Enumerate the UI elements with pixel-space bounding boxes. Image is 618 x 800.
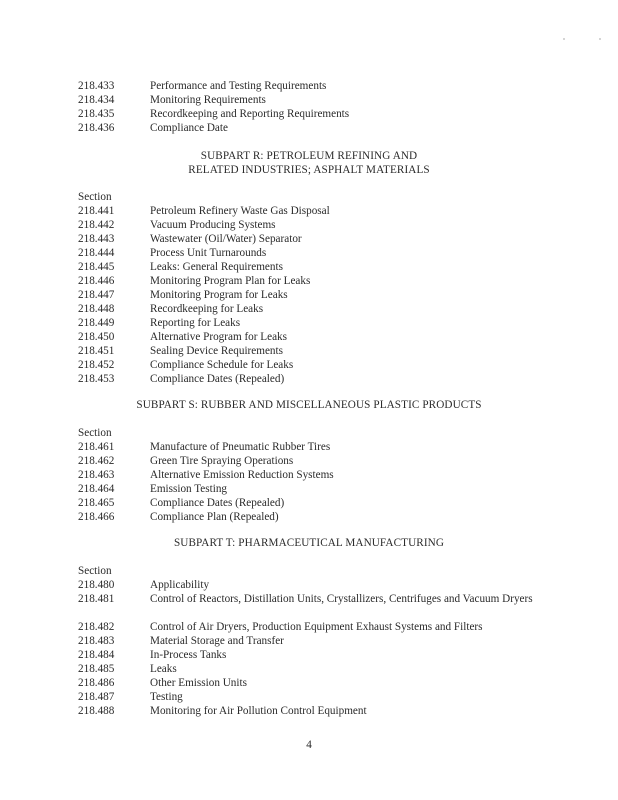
section-number: 218.465 bbox=[78, 497, 115, 509]
toc-entry bbox=[78, 620, 578, 634]
section-number: 218.485 bbox=[78, 663, 115, 675]
section-title: Performance and Testing Requirements bbox=[150, 80, 327, 92]
toc-entry bbox=[78, 274, 578, 288]
section-number: 218.444 bbox=[78, 247, 115, 259]
section-title: Green Tire Spraying Operations bbox=[150, 455, 294, 467]
page-number: 4 bbox=[306, 739, 312, 751]
toc-entry bbox=[78, 316, 578, 330]
toc-entry bbox=[78, 218, 578, 232]
section-title: Compliance Date bbox=[150, 122, 228, 134]
section-number: 218.466 bbox=[78, 511, 115, 523]
toc-entry bbox=[78, 372, 578, 386]
toc-entry bbox=[78, 592, 578, 620]
section-title: Manufacture of Pneumatic Rubber Tires bbox=[150, 441, 331, 453]
section-title: Vacuum Producing Systems bbox=[150, 219, 276, 231]
section-title: In-Process Tanks bbox=[150, 649, 227, 661]
subpart-r-heading-line1: SUBPART R: PETROLEUM REFINING AND bbox=[200, 150, 418, 162]
toc-entry bbox=[78, 330, 578, 344]
toc-entry bbox=[78, 468, 578, 482]
toc-entry bbox=[78, 578, 578, 592]
section-number: 218.441 bbox=[78, 205, 115, 217]
section-title: Compliance Dates (Repealed) bbox=[150, 497, 285, 509]
section-label: Section bbox=[78, 427, 112, 439]
section-title: Applicability bbox=[150, 579, 210, 591]
section-number: 218.434 bbox=[78, 94, 115, 106]
toc-entry bbox=[78, 344, 578, 358]
section-number: 218.486 bbox=[78, 677, 115, 689]
section-number: 218.482 bbox=[78, 621, 115, 633]
section-number: 218.452 bbox=[78, 359, 115, 371]
section-number: 218.442 bbox=[78, 219, 115, 231]
section-title: Reporting for Leaks bbox=[150, 317, 241, 329]
section-title: Sealing Device Requirements bbox=[150, 345, 283, 357]
section-number: 218.464 bbox=[78, 483, 115, 495]
section-number: 218.445 bbox=[78, 261, 115, 273]
section-title: Process Unit Turnarounds bbox=[150, 247, 267, 259]
section-label: Section bbox=[78, 565, 112, 577]
section-title: Monitoring Program for Leaks bbox=[150, 289, 288, 301]
section-number: 218.483 bbox=[78, 635, 115, 647]
section-title: Wastewater (Oil/Water) Separator bbox=[150, 233, 302, 245]
section-title: Leaks bbox=[150, 663, 177, 675]
section-title: Other Emission Units bbox=[150, 677, 247, 689]
section-title: Material Storage and Transfer bbox=[150, 635, 284, 647]
toc-entry bbox=[78, 496, 578, 510]
toc-entry bbox=[78, 107, 578, 121]
section-title: Control of Reactors, Distillation Units, Crystallizers, Centrifuges and Vacuum Dryers bbox=[150, 593, 533, 605]
section-title: Compliance Plan (Repealed) bbox=[150, 511, 279, 523]
subpart-r-heading-line2: RELATED INDUSTRIES; ASPHALT MATERIALS bbox=[188, 164, 430, 176]
section-number: 218.461 bbox=[78, 441, 115, 453]
toc-entry bbox=[78, 676, 578, 690]
subpart-t-heading: SUBPART T: PHARMACEUTICAL MANUFACTURING bbox=[173, 537, 445, 549]
toc-entry bbox=[78, 204, 578, 218]
section-title: Alternative Program for Leaks bbox=[150, 331, 287, 343]
toc-entry bbox=[78, 454, 578, 468]
toc-entry bbox=[78, 358, 578, 372]
section-number: 218.484 bbox=[78, 649, 115, 661]
section-number: 218.488 bbox=[78, 705, 115, 717]
section-number: 218.450 bbox=[78, 331, 115, 343]
section-number: 218.453 bbox=[78, 373, 115, 385]
toc-entry bbox=[78, 79, 578, 93]
toc-entry bbox=[78, 662, 578, 676]
section-title: Petroleum Refinery Waste Gas Disposal bbox=[150, 205, 330, 217]
toc-entry bbox=[78, 232, 578, 246]
section-number: 218.480 bbox=[78, 579, 115, 591]
section-title: Monitoring for Air Pollution Control Equipment bbox=[150, 705, 367, 717]
toc-entry bbox=[78, 704, 578, 718]
section-title: Recordkeeping and Reporting Requirements bbox=[150, 108, 350, 120]
toc-entry bbox=[78, 93, 578, 107]
toc-entry bbox=[78, 690, 578, 704]
section-number: 218.481 bbox=[78, 593, 115, 605]
section-title: Compliance Schedule for Leaks bbox=[150, 359, 294, 371]
toc-entry bbox=[78, 246, 578, 260]
section-number: 218.449 bbox=[78, 317, 115, 329]
toc-entry bbox=[78, 302, 578, 316]
section-number: 218.448 bbox=[78, 303, 115, 315]
section-number: 218.487 bbox=[78, 691, 115, 703]
section-title: Testing bbox=[150, 691, 183, 703]
toc-entry bbox=[78, 440, 578, 454]
toc-entry bbox=[78, 510, 578, 524]
scan-speck bbox=[563, 38, 565, 40]
toc-entry bbox=[78, 288, 578, 302]
section-title: Compliance Dates (Repealed) bbox=[150, 373, 285, 385]
toc-entry bbox=[78, 482, 578, 496]
toc-entry bbox=[78, 634, 578, 648]
section-number: 218.436 bbox=[78, 122, 115, 134]
section-title: Leaks: General Requirements bbox=[150, 261, 283, 273]
scan-speck bbox=[599, 38, 601, 40]
section-title: Control of Air Dryers, Production Equipment Exhaust Systems and Filters bbox=[150, 621, 483, 633]
section-number: 218.433 bbox=[78, 80, 115, 92]
section-label: Section bbox=[78, 191, 112, 203]
section-title: Monitoring Program Plan for Leaks bbox=[150, 275, 311, 287]
section-number: 218.447 bbox=[78, 289, 115, 301]
section-number: 218.435 bbox=[78, 108, 115, 120]
section-title: Monitoring Requirements bbox=[150, 94, 266, 106]
subpart-s-heading: SUBPART S: RUBBER AND MISCELLANEOUS PLASTIC PRODUCTS bbox=[136, 399, 482, 411]
section-number: 218.451 bbox=[78, 345, 115, 357]
section-title: Emission Testing bbox=[150, 483, 228, 495]
toc-entry bbox=[78, 121, 578, 135]
toc-entry bbox=[78, 648, 578, 662]
section-title: Recordkeeping for Leaks bbox=[150, 303, 264, 315]
section-number: 218.462 bbox=[78, 455, 115, 467]
section-number: 218.446 bbox=[78, 275, 115, 287]
section-title: Alternative Emission Reduction Systems bbox=[150, 469, 334, 481]
section-number: 218.443 bbox=[78, 233, 115, 245]
toc-entry bbox=[78, 260, 578, 274]
section-number: 218.463 bbox=[78, 469, 115, 481]
